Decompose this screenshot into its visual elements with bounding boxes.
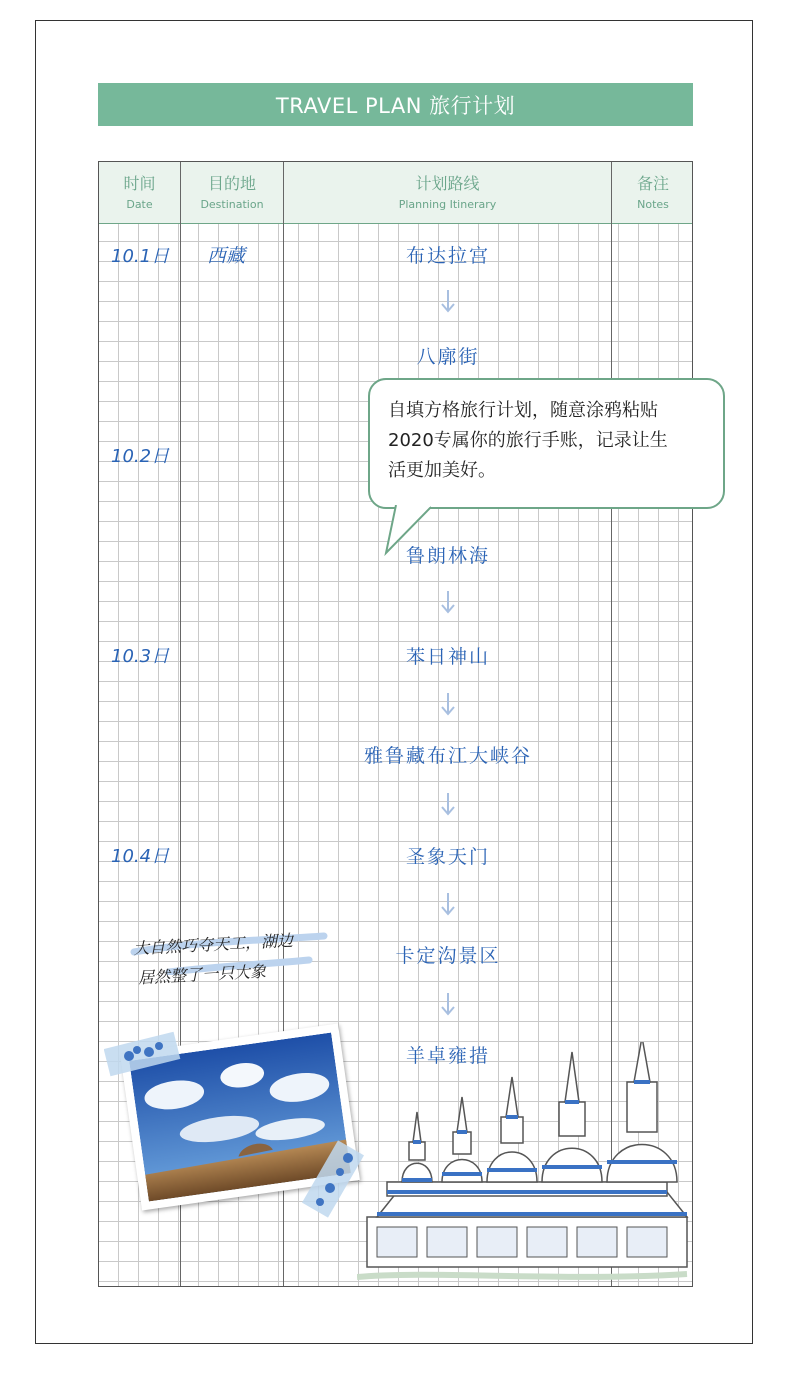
flower-tape: [300, 1138, 370, 1218]
route-stop: 鲁朗林海: [405, 545, 490, 567]
stupa-illustration: [357, 1042, 693, 1287]
down-arrow-icon: [440, 792, 456, 816]
header-destination-cn: 目的地: [207, 173, 256, 193]
bubble-line: 自填方格旅行计划，随意涂鸦粘贴: [388, 400, 658, 421]
date-cell: 10.4日: [111, 846, 170, 867]
header-notes-cn: 备注: [636, 173, 669, 193]
note-line: 大自然巧夺天工，湖边: [132, 930, 294, 959]
plan-title: TRAVEL PLAN 旅行计划: [98, 83, 693, 126]
header-itinerary: [284, 162, 611, 224]
bubble-line: 活更加美好。: [388, 460, 496, 481]
destination-cell: 西藏: [207, 245, 246, 267]
route-stop: 羊卓雍措: [405, 1045, 490, 1067]
down-arrow-icon: [440, 289, 456, 313]
route-stop: 八廓街: [416, 346, 480, 368]
header-date-en: Date: [126, 197, 153, 211]
date-cell: 10.2日: [111, 446, 170, 467]
header-date-cn: 时间: [123, 173, 156, 193]
header-itinerary-cn: 计划路线: [415, 173, 480, 193]
note-line: 居然整了一只大象: [137, 961, 267, 988]
route-stop: 卡定沟景区: [395, 945, 501, 967]
header-destination-en: Destination: [200, 197, 264, 211]
header-notes-en: Notes: [637, 197, 669, 211]
down-arrow-icon: [440, 992, 456, 1016]
route-stop: 雅鲁藏布江大峡谷: [363, 745, 532, 767]
down-arrow-icon: [440, 892, 456, 916]
flower-tape: [104, 1028, 184, 1083]
header-itinerary-en: Planning Itinerary: [398, 197, 497, 211]
down-arrow-icon: [440, 692, 456, 716]
bubble-line: 2020专属你的旅行手账，记录让生: [388, 430, 668, 451]
date-cell: 10.3日: [111, 646, 170, 667]
date-cell: 10.1日: [111, 246, 170, 267]
route-stop: 布达拉宫: [405, 245, 490, 267]
route-stop: 圣象天门: [405, 846, 490, 868]
down-arrow-icon: [440, 590, 456, 614]
route-stop: 苯日神山: [405, 646, 490, 668]
header-date: [99, 162, 180, 224]
header-notes: [612, 162, 693, 224]
header-destination: [181, 162, 283, 224]
bubble-tail: [376, 505, 436, 557]
tip-speech-bubble: [368, 378, 725, 509]
